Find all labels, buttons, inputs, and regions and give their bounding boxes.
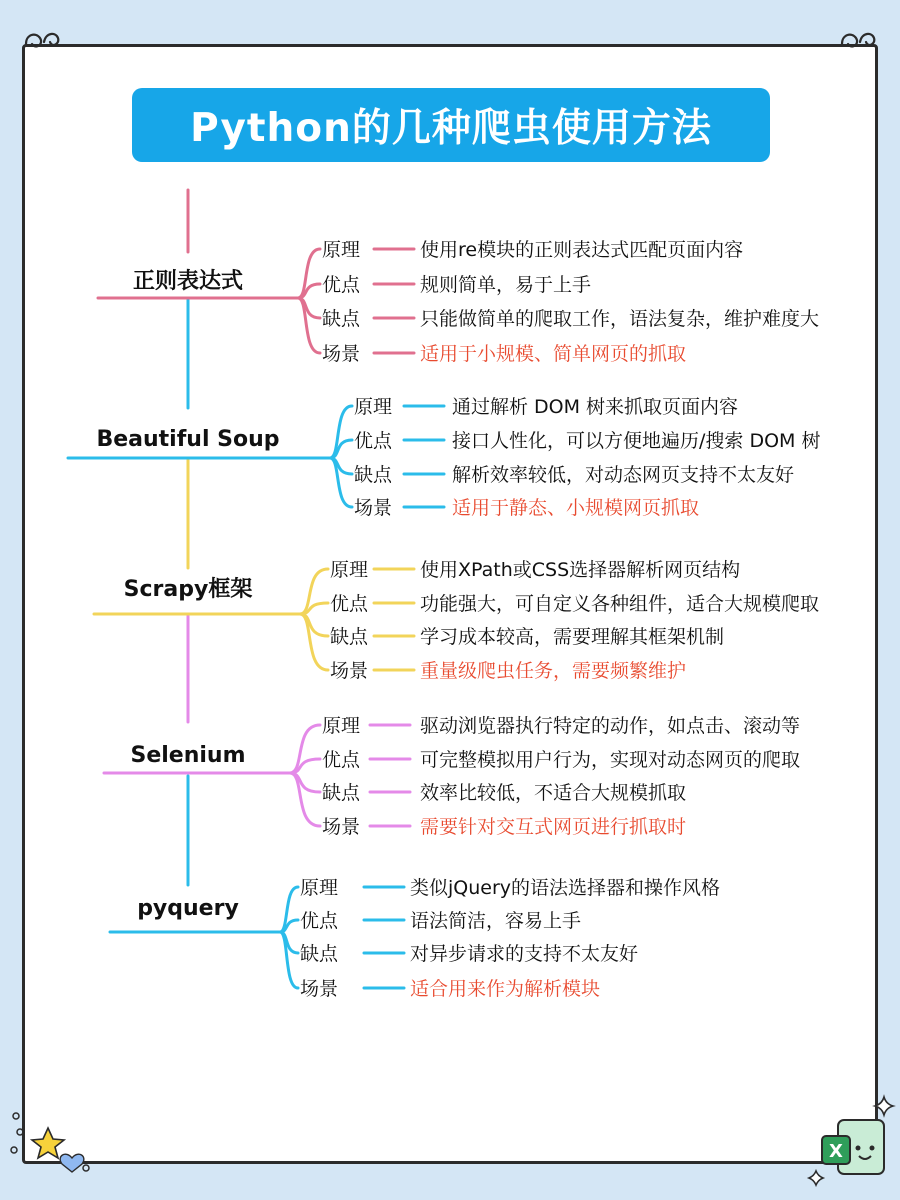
branch-curve [298, 298, 320, 353]
method-group [94, 559, 819, 682]
aspect-label: 场景 [322, 816, 361, 838]
aspect-text: 适用于静态、小规模网页抓取 [452, 497, 700, 519]
aspect-label: 优点 [322, 749, 361, 771]
branch-curve [290, 759, 320, 773]
aspect-label: 缺点 [322, 308, 361, 330]
aspect-text: 对异步请求的支持不太友好 [410, 943, 639, 965]
dot-icon [83, 1165, 89, 1171]
spiral-stroke [842, 34, 874, 47]
method-name: 正则表达式 [132, 269, 244, 294]
aspect-text: 学习成本较高，需要理解其框架机制 [420, 626, 725, 648]
aspect-label: 原理 [322, 715, 361, 737]
aspect-text: 驱动浏览器执行特定的动作，如点击、滚动等 [420, 715, 801, 737]
aspect-text: 只能做简单的爬取工作，语法复杂，维护难度大 [420, 308, 820, 330]
branch-curve [300, 569, 328, 614]
dot-icon [17, 1129, 23, 1135]
aspect-text: 需要针对交互式网页进行抓取时 [420, 816, 687, 838]
aspect-text: 类似jQuery的语法选择器和操作风格 [410, 877, 721, 899]
method-group [104, 715, 800, 838]
aspect-label: 优点 [354, 430, 393, 452]
page-title: Python的几种爬虫使用方法 [190, 106, 712, 151]
aspect-text: 使用re模块的正则表达式匹配页面内容 [420, 239, 744, 261]
spiral-stroke [26, 34, 58, 47]
sparkle-icon [809, 1171, 823, 1185]
branch-curve [280, 932, 298, 988]
aspect-label: 缺点 [330, 626, 369, 648]
aspect-text: 接口人性化，可以方便地遍历/搜索 DOM 树 [452, 430, 821, 452]
aspect-text: 适合用来作为解析模块 [410, 978, 601, 1000]
aspect-label: 缺点 [354, 464, 393, 486]
aspect-text: 通过解析 DOM 树来抓取页面内容 [452, 396, 739, 418]
branch-curve [330, 458, 352, 507]
branches [68, 239, 820, 1000]
heart-icon [60, 1154, 84, 1172]
method-name: Scrapy框架 [123, 577, 253, 602]
method-group [98, 239, 819, 365]
aspect-text: 适用于小规模、简单网页的抓取 [420, 343, 687, 365]
excel-eye [870, 1146, 875, 1151]
branch-curve [330, 406, 352, 458]
aspect-label: 优点 [300, 910, 339, 932]
method-name: pyquery [137, 896, 239, 921]
method-group [68, 396, 820, 519]
method-name: Selenium [130, 743, 246, 768]
star-icon [32, 1128, 64, 1158]
aspect-label: 优点 [322, 274, 361, 296]
aspect-text: 效率比较低，不适合大规模抓取 [420, 782, 687, 804]
branch-curve [300, 603, 328, 614]
aspect-label: 场景 [354, 497, 393, 519]
branch-curve [298, 284, 320, 298]
aspect-label: 原理 [300, 877, 339, 899]
excel-icon [822, 1120, 884, 1174]
aspect-label: 缺点 [300, 943, 339, 965]
aspect-text: 重量级爬虫任务，需要频繁维护 [420, 660, 687, 682]
spiral-icon [26, 34, 58, 47]
sparkle-icon [875, 1097, 893, 1115]
aspect-label: 原理 [330, 559, 369, 581]
branch-curve [290, 725, 320, 773]
aspect-label: 缺点 [322, 782, 361, 804]
method-name: Beautiful Soup [96, 427, 280, 452]
aspect-label: 场景 [322, 343, 361, 365]
dot-icon [13, 1113, 19, 1119]
branch-curve [300, 614, 328, 670]
aspect-label: 场景 [330, 660, 369, 682]
aspect-text: 可完整模拟用户行为，实现对动态网页的爬取 [420, 749, 801, 771]
aspect-label: 场景 [300, 978, 339, 1000]
aspect-text: 规则简单，易于上手 [420, 274, 592, 296]
aspect-label: 原理 [322, 239, 361, 261]
aspect-label: 原理 [354, 396, 393, 418]
aspect-label: 优点 [330, 593, 369, 615]
excel-letter: X [829, 1141, 843, 1162]
method-group [110, 877, 720, 1000]
aspect-text: 语法简洁，容易上手 [410, 910, 582, 932]
aspect-text: 使用XPath或CSS选择器解析网页结构 [420, 559, 741, 581]
branch-curve [290, 773, 320, 826]
branch-curve [298, 249, 320, 298]
spiral-icon [842, 34, 874, 47]
aspect-text: 解析效率较低，对动态网页支持不太友好 [452, 464, 795, 486]
dot-icon [11, 1147, 17, 1153]
aspect-text: 功能强大，可自定义各种组件，适合大规模爬取 [420, 593, 820, 615]
excel-eye [856, 1146, 861, 1151]
